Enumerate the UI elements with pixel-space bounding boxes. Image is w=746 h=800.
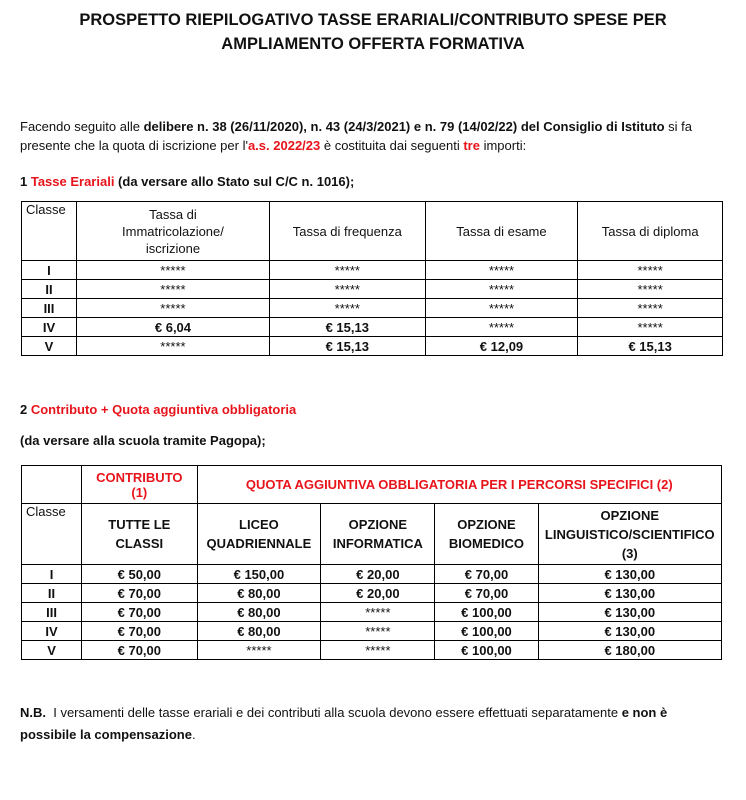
title-line-1: PROSPETTO RIEPILOGATIVO TASSE ERARIALI/CONTRIBUTO SPESE PER bbox=[79, 11, 667, 29]
table2-value-cell: € 80,00 bbox=[197, 622, 321, 641]
table2-header-cell: Classe bbox=[22, 504, 82, 565]
note-label: N.B. bbox=[20, 705, 46, 720]
table2-value-cell: € 130,00 bbox=[538, 603, 721, 622]
note-end: . bbox=[191, 727, 196, 742]
table2-value-cell: ***** bbox=[197, 641, 321, 660]
table1-header-cell: Tassa di esame bbox=[425, 202, 578, 261]
table2-row bbox=[22, 622, 722, 641]
table1-value-cell: ***** bbox=[425, 261, 578, 280]
table2-value-cell: € 150,00 bbox=[197, 565, 321, 584]
table1-value-cell: € 12,09 bbox=[425, 337, 578, 356]
table2-class-cell: V bbox=[22, 641, 82, 660]
section-1-detail: (da versare allo Stato sul C/C n. 1016); bbox=[114, 174, 355, 189]
count-highlight: tre bbox=[463, 138, 480, 153]
table2-value-cell: € 100,00 bbox=[435, 622, 538, 641]
table2-value-cell: € 130,00 bbox=[538, 584, 721, 603]
table1-value-cell: ***** bbox=[269, 299, 425, 318]
table2-value-cell: € 70,00 bbox=[82, 622, 197, 641]
table1-row bbox=[22, 318, 723, 337]
table2-group-contributo: CONTRIBUTO (1) bbox=[82, 466, 197, 504]
table2-header-cell: TUTTE LE CLASSI bbox=[82, 504, 197, 565]
table1-value-cell: ***** bbox=[425, 299, 578, 318]
table1-header-cell: Classe bbox=[22, 202, 77, 261]
table1-row bbox=[22, 261, 723, 280]
table1-value-cell: ***** bbox=[76, 280, 269, 299]
table1-class-cell: III bbox=[22, 299, 77, 318]
table2-row bbox=[22, 603, 722, 622]
section-2-title: Contributo + Quota aggiuntiva obbligatoria bbox=[30, 402, 297, 417]
section-1-heading bbox=[20, 172, 720, 191]
table2-value-cell: € 180,00 bbox=[538, 641, 721, 660]
table2-value-cell: ***** bbox=[321, 603, 435, 622]
table1-value-cell: ***** bbox=[578, 318, 723, 337]
table2-value-cell: € 70,00 bbox=[82, 641, 197, 660]
table1-value-cell: ***** bbox=[425, 280, 578, 299]
table2-empty-cell bbox=[22, 466, 82, 504]
table2-class-cell: I bbox=[22, 565, 82, 584]
intro-text: Facendo seguito alle bbox=[20, 119, 144, 134]
table2-class-cell: II bbox=[22, 584, 82, 603]
section-1-title: Tasse Erariali bbox=[30, 174, 115, 189]
table2-value-cell: € 20,00 bbox=[321, 584, 435, 603]
table2-row bbox=[22, 641, 722, 660]
table1-value-cell: ***** bbox=[76, 261, 269, 280]
table2-value-cell: ***** bbox=[321, 641, 435, 660]
table2-class-cell: III bbox=[22, 603, 82, 622]
table2-value-cell: € 130,00 bbox=[538, 565, 721, 584]
table1-class-cell: IV bbox=[22, 318, 77, 337]
table1-row bbox=[22, 299, 723, 318]
table2-class-cell: IV bbox=[22, 622, 82, 641]
table2-value-cell: € 70,00 bbox=[82, 603, 197, 622]
table1-value-cell: ***** bbox=[578, 261, 723, 280]
table1-value-cell: ***** bbox=[269, 261, 425, 280]
table2-value-cell: € 50,00 bbox=[82, 565, 197, 584]
note-paragraph bbox=[20, 702, 726, 746]
table1-row bbox=[22, 337, 723, 356]
table1-value-cell: ***** bbox=[425, 318, 578, 337]
table2-value-cell: € 100,00 bbox=[435, 641, 538, 660]
table2-value-cell: € 20,00 bbox=[321, 565, 435, 584]
table2-group-row bbox=[22, 466, 722, 504]
contributo-table bbox=[21, 465, 722, 660]
table2-value-cell: € 70,00 bbox=[435, 565, 538, 584]
document-title bbox=[0, 8, 746, 56]
table2-value-cell: € 70,00 bbox=[435, 584, 538, 603]
table1-class-cell: I bbox=[22, 261, 77, 280]
table1-value-cell: € 15,13 bbox=[269, 318, 425, 337]
table1-value-cell: € 15,13 bbox=[269, 337, 425, 356]
table1-value-cell: € 6,04 bbox=[76, 318, 269, 337]
table2-value-cell: € 130,00 bbox=[538, 622, 721, 641]
table2-header-cell: OPZIONE LINGUISTICO/SCIENTIFICO (3) bbox=[538, 504, 721, 565]
table1-value-cell: ***** bbox=[578, 280, 723, 299]
note-text: I versamenti delle tasse erariali e dei contributi alla scuola devono essere effettuati separatamente bbox=[46, 705, 622, 720]
intro-text-2: si fa presente che la quota di iscrizione per l' bbox=[20, 119, 692, 153]
table2-header-row bbox=[22, 504, 722, 565]
table1-value-cell: ***** bbox=[578, 299, 723, 318]
table2-value-cell: € 100,00 bbox=[435, 603, 538, 622]
table1-header-cell: Tassa di frequenza bbox=[269, 202, 425, 261]
intro-text-4: importi: bbox=[479, 138, 527, 153]
school-year: a.s. 2022/23 bbox=[247, 138, 321, 153]
table1-value-cell: ***** bbox=[76, 299, 269, 318]
note-emphasis: e non è possibile la compensazione bbox=[20, 705, 668, 742]
table1-value-cell: ***** bbox=[269, 280, 425, 299]
table2-header-cell: OPZIONE BIOMEDICO bbox=[435, 504, 538, 565]
delibere-reference: delibere n. 38 (26/11/2020), n. 43 (24/3/2021) e n. 79 (14/02/22) del Consiglio di Istituto bbox=[143, 119, 665, 134]
table2-row bbox=[22, 565, 722, 584]
table2-row bbox=[22, 584, 722, 603]
table2-header-cell: LICEO QUADRIENNALE bbox=[197, 504, 321, 565]
table2-value-cell: € 80,00 bbox=[197, 584, 321, 603]
title-line-2: AMPLIAMENTO OFFERTA FORMATIVA bbox=[221, 35, 525, 53]
tasse-erariali-table bbox=[21, 201, 723, 356]
table1-class-cell: II bbox=[22, 280, 77, 299]
intro-text-3: è costituita dai seguenti bbox=[320, 138, 464, 153]
section-2-detail: (da versare alla scuola tramite Pagopa); bbox=[20, 433, 266, 448]
table1-class-cell: V bbox=[22, 337, 77, 356]
table2-value-cell: € 80,00 bbox=[197, 603, 321, 622]
table1-value-cell: ***** bbox=[76, 337, 269, 356]
intro-paragraph bbox=[20, 117, 720, 155]
section-2-number: 2 bbox=[20, 402, 31, 417]
table1-value-cell: € 15,13 bbox=[578, 337, 723, 356]
section-2-subheading bbox=[20, 431, 720, 450]
table1-header-cell: Tassa di diploma bbox=[578, 202, 723, 261]
section-2-heading bbox=[20, 400, 720, 419]
table1-row bbox=[22, 280, 723, 299]
section-1-number: 1 bbox=[20, 174, 31, 189]
table1-header-row bbox=[22, 202, 723, 261]
table2-group-quota: QUOTA AGGIUNTIVA OBBLIGATORIA PER I PERCORSI SPECIFICI (2) bbox=[197, 466, 721, 504]
table2-value-cell: € 70,00 bbox=[82, 584, 197, 603]
table1-header-cell: Tassa di Immatricolazione/ iscrizione bbox=[76, 202, 269, 261]
table2-header-cell: OPZIONE INFORMATICA bbox=[321, 504, 435, 565]
table2-value-cell: ***** bbox=[321, 622, 435, 641]
